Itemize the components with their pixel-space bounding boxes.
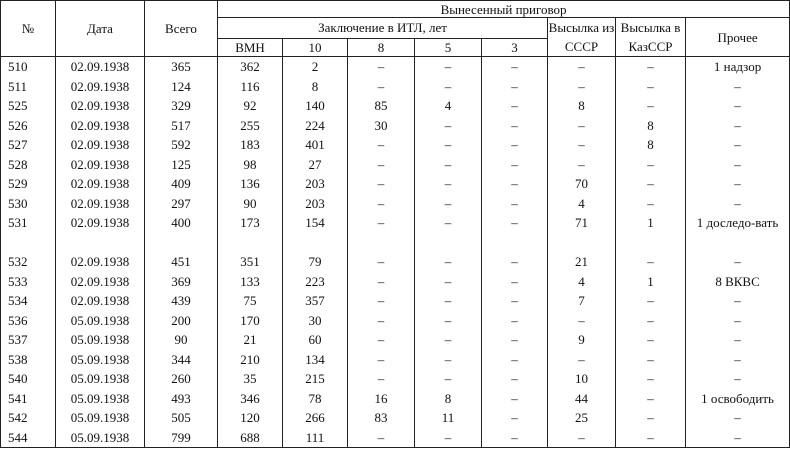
row-exile-kaz: 1 [616, 272, 686, 292]
row-vmn: 255 [218, 116, 283, 136]
row-number: 540 [1, 369, 56, 389]
row-exile-ussr: – [548, 57, 616, 77]
row-date: 02.09.1938 [56, 96, 145, 116]
row-other: – [686, 369, 790, 389]
row-vmn: 183 [218, 135, 283, 155]
row-total: 493 [145, 389, 218, 409]
row-exile-ussr: 4 [548, 272, 616, 292]
row-years-3: – [482, 389, 548, 409]
row-years-5: – [415, 369, 482, 389]
row-years-10: 78 [283, 389, 348, 409]
row-date: 02.09.1938 [56, 135, 145, 155]
row-years-10: 2 [283, 57, 348, 77]
row-exile-kaz: – [616, 174, 686, 194]
row-vmn: 210 [218, 350, 283, 370]
row-date: 05.09.1938 [56, 408, 145, 428]
row-years-3: – [482, 57, 548, 77]
row-number: 533 [1, 272, 56, 292]
row-exile-ussr: 25 [548, 408, 616, 428]
row-total: 799 [145, 428, 218, 448]
row-date: 02.09.1938 [56, 116, 145, 136]
table-row [1, 389, 790, 409]
row-total: 344 [145, 350, 218, 370]
table-row [1, 330, 790, 350]
row-date: 05.09.1938 [56, 389, 145, 409]
row-years-5: – [415, 174, 482, 194]
row-years-3: – [482, 291, 548, 311]
row-years-10: 154 [283, 213, 348, 252]
row-years-8: 85 [348, 96, 415, 116]
row-years-5: – [415, 350, 482, 370]
row-years-10: 111 [283, 428, 348, 448]
row-years-8: 83 [348, 408, 415, 428]
row-exile-ussr: – [548, 155, 616, 175]
row-vmn: 173 [218, 213, 283, 252]
row-other: – [686, 194, 790, 214]
table-row [1, 369, 790, 389]
row-number: 530 [1, 194, 56, 214]
row-exile-ussr: – [548, 311, 616, 331]
row-number: 528 [1, 155, 56, 175]
row-date: 05.09.1938 [56, 311, 145, 331]
row-years-8: – [348, 77, 415, 97]
table-row [1, 272, 790, 292]
row-years-10: 266 [283, 408, 348, 428]
row-exile-ussr: 8 [548, 96, 616, 116]
row-vmn: 136 [218, 174, 283, 194]
row-years-5: 8 [415, 389, 482, 409]
row-years-3: – [482, 350, 548, 370]
row-years-8: – [348, 174, 415, 194]
row-date: 05.09.1938 [56, 369, 145, 389]
row-number: 544 [1, 428, 56, 448]
row-years-10: 401 [283, 135, 348, 155]
header-total: Всего [145, 1, 218, 57]
row-years-3: – [482, 252, 548, 272]
row-other: – [686, 291, 790, 311]
row-number: 531 [1, 213, 56, 252]
table-row [1, 96, 790, 116]
row-total: 400 [145, 213, 218, 252]
row-exile-kaz: – [616, 57, 686, 77]
row-years-10: 134 [283, 350, 348, 370]
row-vmn: 351 [218, 252, 283, 272]
row-years-3: – [482, 194, 548, 214]
row-date: 05.09.1938 [56, 350, 145, 370]
row-total: 200 [145, 311, 218, 331]
row-years-8: – [348, 330, 415, 350]
row-years-8: 16 [348, 389, 415, 409]
row-date: 02.09.1938 [56, 213, 145, 252]
row-number: 542 [1, 408, 56, 428]
row-exile-ussr: 70 [548, 174, 616, 194]
row-exile-ussr: 44 [548, 389, 616, 409]
row-exile-ussr: 4 [548, 194, 616, 214]
header-vmn: ВМН [218, 38, 283, 56]
table-row [1, 213, 790, 252]
row-exile-kaz: 8 [616, 116, 686, 136]
table-row [1, 291, 790, 311]
row-other: – [686, 77, 790, 97]
row-years-5: 4 [415, 96, 482, 116]
row-exile-kaz: – [616, 96, 686, 116]
row-total: 439 [145, 291, 218, 311]
row-exile-ussr: – [548, 350, 616, 370]
row-exile-kaz: – [616, 311, 686, 331]
row-exile-kaz: – [616, 428, 686, 448]
row-other: – [686, 428, 790, 448]
row-exile-kaz: 8 [616, 135, 686, 155]
row-number: 534 [1, 291, 56, 311]
row-years-8: – [348, 291, 415, 311]
table-row [1, 428, 790, 448]
row-total: 329 [145, 96, 218, 116]
row-years-3: – [482, 213, 548, 252]
row-date: 02.09.1938 [56, 174, 145, 194]
row-years-5: – [415, 116, 482, 136]
row-years-5: – [415, 428, 482, 448]
row-years-8: – [348, 57, 415, 77]
row-other: – [686, 330, 790, 350]
row-other: – [686, 311, 790, 331]
row-years-8: – [348, 350, 415, 370]
row-vmn: 346 [218, 389, 283, 409]
row-number: 541 [1, 389, 56, 409]
row-years-3: – [482, 116, 548, 136]
row-exile-kaz: – [616, 350, 686, 370]
row-date: 05.09.1938 [56, 330, 145, 350]
row-years-5: 11 [415, 408, 482, 428]
header-other: Прочее [686, 18, 790, 57]
row-years-3: – [482, 135, 548, 155]
row-years-5: – [415, 311, 482, 331]
row-years-5: – [415, 252, 482, 272]
row-number: 529 [1, 174, 56, 194]
row-exile-kaz: – [616, 291, 686, 311]
row-total: 451 [145, 252, 218, 272]
header-years-5: 5 [415, 38, 482, 56]
row-vmn: 35 [218, 369, 283, 389]
row-date: 02.09.1938 [56, 155, 145, 175]
row-other: – [686, 408, 790, 428]
row-other: – [686, 135, 790, 155]
row-total: 517 [145, 116, 218, 136]
row-other: – [686, 252, 790, 272]
row-exile-ussr: 10 [548, 369, 616, 389]
row-date: 05.09.1938 [56, 428, 145, 448]
header-exile-ussr: Высылка из СССР [548, 18, 616, 57]
row-total: 260 [145, 369, 218, 389]
row-years-10: 203 [283, 174, 348, 194]
row-number: 511 [1, 77, 56, 97]
header-verdict: Вынесенный приговор [218, 1, 790, 18]
row-vmn: 362 [218, 57, 283, 77]
row-number: 538 [1, 350, 56, 370]
row-years-10: 223 [283, 272, 348, 292]
row-total: 409 [145, 174, 218, 194]
header-years-8: 8 [348, 38, 415, 56]
row-vmn: 75 [218, 291, 283, 311]
row-other: – [686, 174, 790, 194]
row-years-8: – [348, 428, 415, 448]
row-years-10: 79 [283, 252, 348, 272]
row-years-5: – [415, 330, 482, 350]
table-row [1, 174, 790, 194]
row-exile-ussr: 7 [548, 291, 616, 311]
row-exile-kaz: – [616, 369, 686, 389]
row-years-8: – [348, 369, 415, 389]
row-years-3: – [482, 96, 548, 116]
table-row [1, 350, 790, 370]
row-number: 526 [1, 116, 56, 136]
row-years-5: – [415, 194, 482, 214]
row-years-5: – [415, 135, 482, 155]
row-years-8: – [348, 135, 415, 155]
table-row [1, 116, 790, 136]
row-vmn: 21 [218, 330, 283, 350]
row-exile-ussr: – [548, 428, 616, 448]
header-number: № [1, 1, 56, 57]
row-years-5: – [415, 155, 482, 175]
row-years-5: – [415, 291, 482, 311]
row-years-3: – [482, 369, 548, 389]
row-years-8: – [348, 252, 415, 272]
row-total: 505 [145, 408, 218, 428]
row-exile-ussr: – [548, 135, 616, 155]
row-years-3: – [482, 155, 548, 175]
row-total: 124 [145, 77, 218, 97]
row-total: 365 [145, 57, 218, 77]
row-years-10: 27 [283, 155, 348, 175]
row-years-3: – [482, 272, 548, 292]
row-date: 02.09.1938 [56, 291, 145, 311]
row-exile-kaz: – [616, 389, 686, 409]
row-years-3: – [482, 311, 548, 331]
row-date: 02.09.1938 [56, 77, 145, 97]
row-exile-ussr: 21 [548, 252, 616, 272]
row-vmn: 688 [218, 428, 283, 448]
row-years-10: 224 [283, 116, 348, 136]
row-years-10: 140 [283, 96, 348, 116]
row-exile-kaz: – [616, 408, 686, 428]
table-row [1, 155, 790, 175]
row-vmn: 120 [218, 408, 283, 428]
row-years-10: 30 [283, 311, 348, 331]
row-years-8: – [348, 311, 415, 331]
row-vmn: 98 [218, 155, 283, 175]
row-exile-kaz: – [616, 77, 686, 97]
row-date: 02.09.1938 [56, 272, 145, 292]
header-years-3: 3 [482, 38, 548, 56]
row-vmn: 90 [218, 194, 283, 214]
row-years-3: – [482, 174, 548, 194]
row-years-3: – [482, 428, 548, 448]
row-vmn: 92 [218, 96, 283, 116]
table-row [1, 57, 790, 77]
row-number: 527 [1, 135, 56, 155]
row-years-10: 8 [283, 77, 348, 97]
row-years-10: 60 [283, 330, 348, 350]
row-exile-ussr: – [548, 77, 616, 97]
row-vmn: 170 [218, 311, 283, 331]
row-total: 125 [145, 155, 218, 175]
row-other: 1 доследо-вать [686, 213, 790, 252]
header-date: Дата [56, 1, 145, 57]
row-years-5: – [415, 57, 482, 77]
row-exile-kaz: – [616, 252, 686, 272]
row-other: – [686, 155, 790, 175]
row-other: – [686, 96, 790, 116]
row-exile-kaz: – [616, 155, 686, 175]
row-date: 02.09.1938 [56, 57, 145, 77]
table-row [1, 194, 790, 214]
table-row [1, 311, 790, 331]
row-years-8: – [348, 155, 415, 175]
row-exile-ussr: 9 [548, 330, 616, 350]
row-years-5: – [415, 77, 482, 97]
row-years-10: 203 [283, 194, 348, 214]
row-number: 537 [1, 330, 56, 350]
row-years-3: – [482, 330, 548, 350]
row-years-8: 30 [348, 116, 415, 136]
header-exile-kaz: Высылка в КазССР [616, 18, 686, 57]
row-other: 1 надзор [686, 57, 790, 77]
row-number: 536 [1, 311, 56, 331]
row-total: 90 [145, 330, 218, 350]
row-date: 02.09.1938 [56, 194, 145, 214]
row-years-8: – [348, 213, 415, 252]
row-other: – [686, 350, 790, 370]
row-years-8: – [348, 194, 415, 214]
row-vmn: 133 [218, 272, 283, 292]
row-number: 525 [1, 96, 56, 116]
row-vmn: 116 [218, 77, 283, 97]
table-row [1, 77, 790, 97]
table-row [1, 252, 790, 272]
row-exile-ussr: 71 [548, 213, 616, 252]
row-number: 510 [1, 57, 56, 77]
row-years-8: – [348, 272, 415, 292]
row-exile-kaz: – [616, 194, 686, 214]
row-years-5: – [415, 272, 482, 292]
row-number: 532 [1, 252, 56, 272]
row-exile-kaz: 1 [616, 213, 686, 252]
table-row [1, 408, 790, 428]
row-total: 297 [145, 194, 218, 214]
table-row [1, 135, 790, 155]
row-years-3: – [482, 77, 548, 97]
row-exile-ussr: – [548, 116, 616, 136]
row-total: 592 [145, 135, 218, 155]
row-years-10: 215 [283, 369, 348, 389]
row-years-5: – [415, 213, 482, 252]
row-date: 02.09.1938 [56, 252, 145, 272]
row-exile-kaz: – [616, 330, 686, 350]
row-other: 8 ВКВС [686, 272, 790, 292]
row-other: – [686, 116, 790, 136]
row-years-10: 357 [283, 291, 348, 311]
header-years-10: 10 [283, 38, 348, 56]
header-itl: Заключение в ИТЛ, лет [218, 18, 548, 39]
row-other: 1 освободить [686, 389, 790, 409]
table-body [1, 57, 790, 448]
row-total: 369 [145, 272, 218, 292]
row-years-3: – [482, 408, 548, 428]
